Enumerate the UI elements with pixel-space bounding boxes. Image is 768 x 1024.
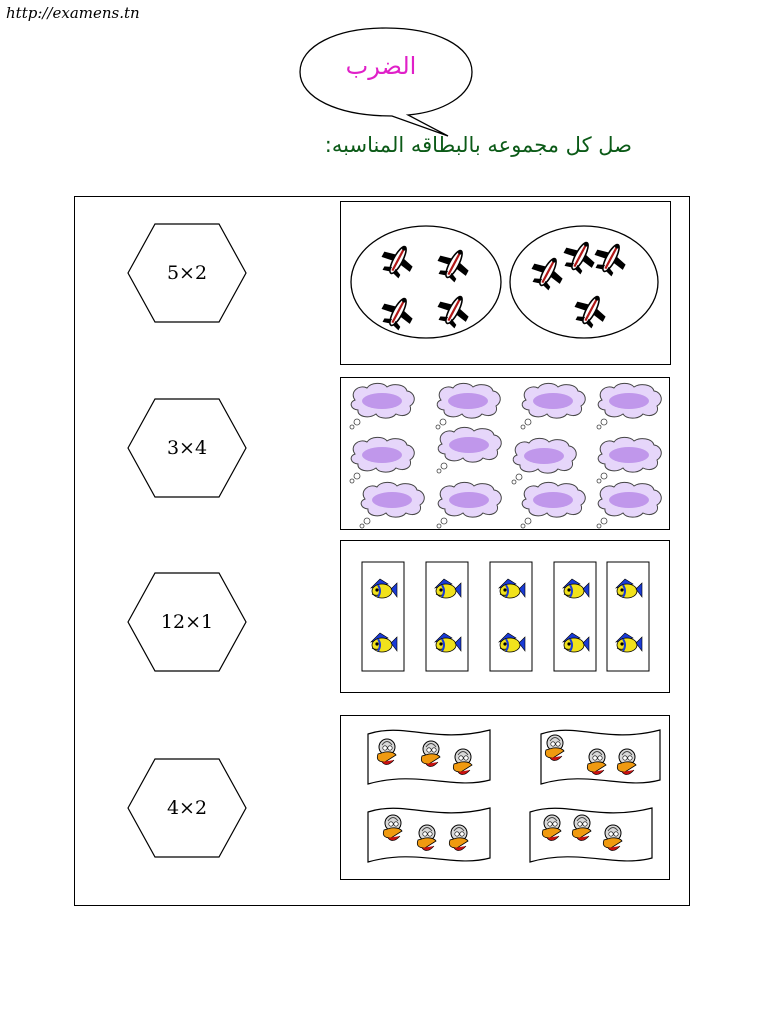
hexagon-label: 3×4 [166, 437, 208, 459]
duck-icon [572, 815, 591, 841]
source-url: http://examens.tn [6, 4, 140, 22]
cloud-icon [597, 383, 661, 429]
cloud-icon [597, 482, 661, 528]
fish-column-box [490, 562, 532, 671]
cloud-icon [350, 437, 414, 483]
cloud-icon [512, 438, 576, 484]
duck-icon [587, 749, 606, 775]
cloud-icon [350, 383, 414, 429]
cloud-icon [436, 383, 500, 429]
instruction-text: صل كل مجموعه بالبطاقه المناسبه: [324, 133, 632, 157]
fish-column-box [554, 562, 596, 671]
hexagon-card-1[interactable] [127, 223, 247, 323]
duck-icon [377, 739, 396, 765]
cloud-icon [360, 482, 424, 528]
fish-picture [341, 541, 671, 694]
group-oval [351, 226, 501, 338]
cloud-icon [597, 437, 661, 483]
page-title: الضرب [345, 52, 417, 80]
speech-bubble [296, 24, 476, 140]
duck-icon [449, 825, 468, 851]
duck-icon [453, 749, 472, 775]
fish-column-box [362, 562, 404, 671]
cloud-icon [437, 482, 501, 528]
planes-picture [341, 202, 672, 366]
cloud-icon [521, 383, 585, 429]
fish-column-box [426, 562, 468, 671]
cloud-icon [521, 482, 585, 528]
fish-card[interactable] [340, 540, 670, 693]
hexagon-label: 4×2 [166, 797, 208, 819]
clouds-picture [341, 378, 671, 531]
duck-icon [617, 749, 636, 775]
hexagon-card-3[interactable] [127, 572, 247, 672]
duck-icon [603, 825, 622, 851]
planes-card[interactable] [340, 201, 671, 365]
duck-icon [545, 735, 564, 761]
hexagon-card-2[interactable] [127, 398, 247, 498]
hexagon-card-4[interactable] [127, 758, 247, 858]
hexagon-label: 5×2 [166, 262, 208, 284]
cloud-icon [437, 427, 501, 473]
fish-column-box [607, 562, 649, 671]
duck-icon [383, 815, 402, 841]
duck-icon [421, 741, 440, 767]
clouds-card[interactable] [340, 377, 670, 530]
duck-icon [542, 815, 561, 841]
hexagon-label: 12×1 [160, 611, 214, 633]
duck-icon [417, 825, 436, 851]
ducks-card[interactable] [340, 715, 670, 880]
ducks-picture [341, 716, 671, 881]
